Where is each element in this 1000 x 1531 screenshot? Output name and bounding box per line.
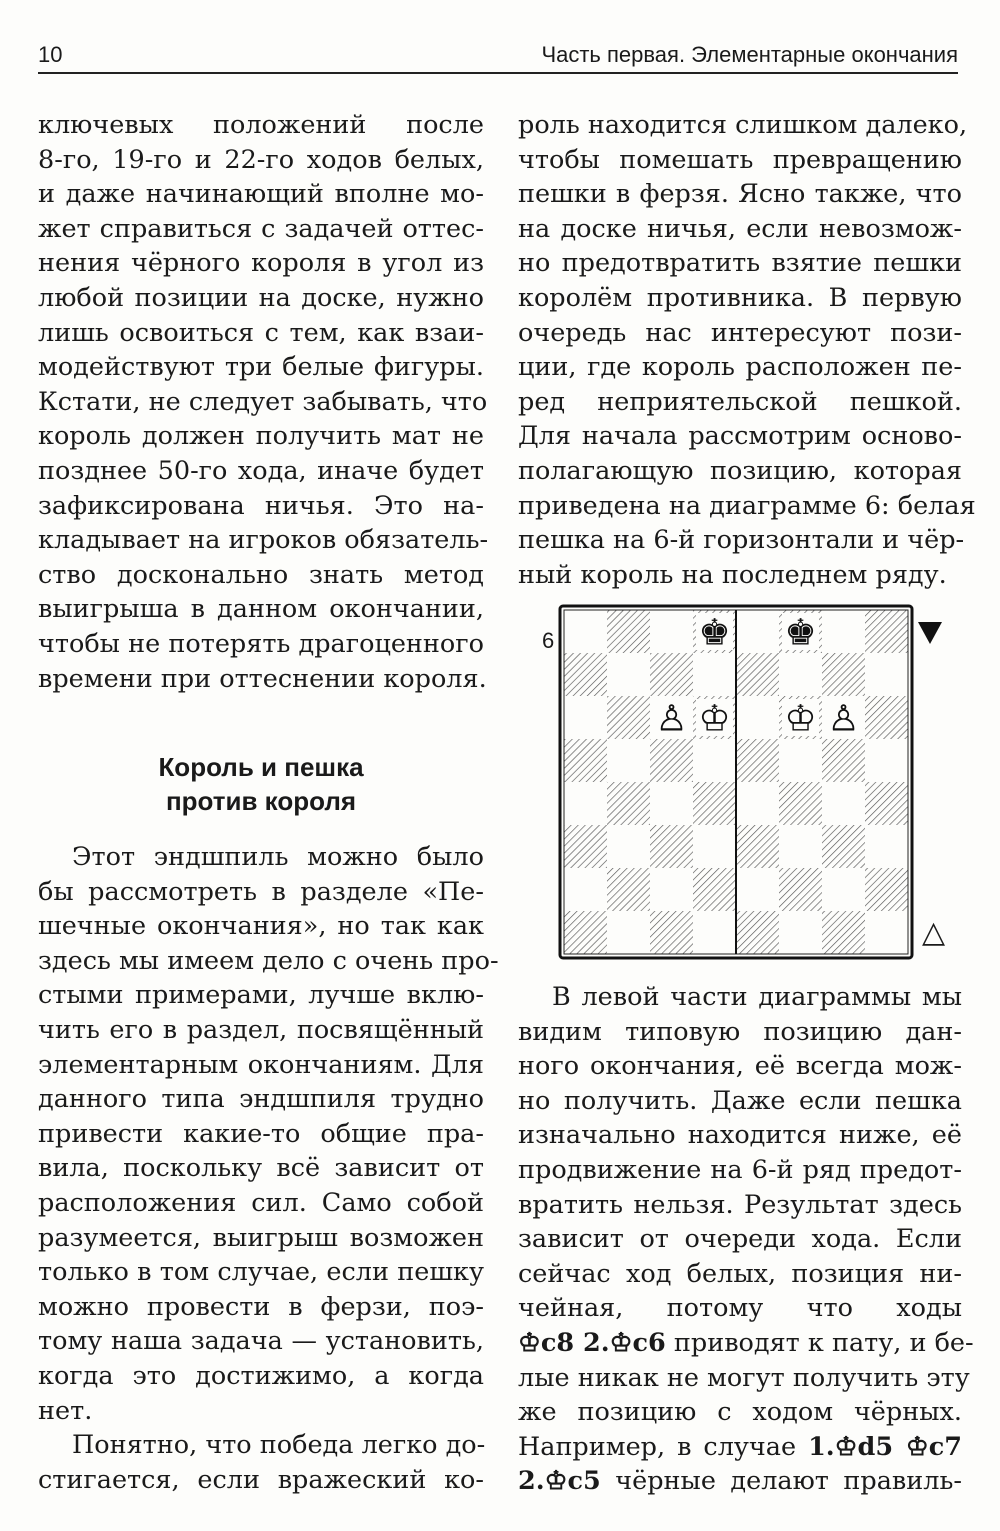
text-line: только в том случае, если пешку xyxy=(38,1257,484,1288)
text-line: позднее 50-го хода, иначе будет xyxy=(38,455,484,486)
text-line: 8-го, 19-го и 22-го ходов белых, xyxy=(38,144,484,175)
light-square xyxy=(650,782,693,825)
dark-square xyxy=(607,610,650,653)
dark-square xyxy=(736,825,779,868)
text-line: привести какие-то общие пра- xyxy=(38,1118,484,1149)
text-line: В левой части диаграммы мы xyxy=(552,982,962,1012)
dark-square xyxy=(822,653,865,696)
dark-square xyxy=(865,782,908,825)
light-square xyxy=(736,782,779,825)
dark-square xyxy=(650,739,693,782)
text-line: можно провести в ферзи, поэ- xyxy=(38,1291,484,1322)
dark-square xyxy=(822,911,865,954)
text-line: продвижение на 6-й ряд предот- xyxy=(518,1154,962,1185)
chess-board xyxy=(520,600,960,960)
text-line: ключевых положений после xyxy=(38,110,484,140)
light-square xyxy=(865,739,908,782)
text-fragment: приводят к пату, и бе- xyxy=(673,1327,974,1358)
text-line: модействуют три белые фигуры. xyxy=(38,352,484,383)
text-fragment: же позицию с ходом чёрных. xyxy=(518,1397,962,1428)
light-square xyxy=(607,653,650,696)
text-line: изначально находится ниже, её xyxy=(518,1120,962,1151)
text-line: разумеется, выигрыш возможен xyxy=(38,1222,484,1253)
text-line: но получить. Даже если пешка xyxy=(518,1085,962,1116)
text-line: ный король на последнем ряду. xyxy=(518,559,947,590)
text-line: выигрыша в данном окончании, xyxy=(38,594,484,625)
move-notation: 1.♔d5 ♔c7 xyxy=(808,1431,962,1462)
text-line: зависит от очереди хода. Если xyxy=(518,1224,962,1255)
light-square xyxy=(564,868,607,911)
dark-square xyxy=(736,653,779,696)
text-line: Для начала рассмотрим осново- xyxy=(518,421,962,452)
text-fragment: чёрные делают правиль- xyxy=(615,1466,962,1497)
white-triangle-icon: △ xyxy=(922,915,946,950)
dark-square xyxy=(564,911,607,954)
light-square xyxy=(822,868,865,911)
dark-square xyxy=(607,696,650,739)
diagram-number: 6 xyxy=(542,628,555,653)
black-king-icon: ♚ xyxy=(784,612,817,654)
light-square xyxy=(736,868,779,911)
right-column-top xyxy=(518,108,976,592)
dark-square xyxy=(650,911,693,954)
text-line: и даже начинающий вполне мо- xyxy=(38,179,484,210)
dark-square xyxy=(564,825,607,868)
dark-square xyxy=(693,868,736,911)
light-square xyxy=(736,696,779,739)
text-line: вратить нельзя. Результат здесь xyxy=(518,1189,962,1220)
dark-square xyxy=(736,739,779,782)
text-line: данного типа эндшпиля трудно xyxy=(38,1084,484,1115)
dark-square xyxy=(693,782,736,825)
text-fragment: Например, в случае xyxy=(518,1431,797,1462)
light-square xyxy=(779,739,822,782)
text-line: Кстати, не следует забывать, что xyxy=(38,386,488,417)
text-line: приведена на диаграмме 6: белая xyxy=(518,490,976,521)
text-line: шечные окончания», но так как xyxy=(38,911,484,942)
dark-square xyxy=(607,868,650,911)
text-line xyxy=(518,1326,974,1361)
text-line: очередь нас интересуют пози- xyxy=(518,317,962,348)
text-line: вила, поскольку всё зависит от xyxy=(38,1153,484,1184)
text-line: чейная, потому что ходы xyxy=(518,1293,962,1324)
move-notation: 2.♔c5 xyxy=(518,1466,601,1497)
light-square xyxy=(779,653,822,696)
light-square xyxy=(693,911,736,954)
text-line: тому наша задача — установить, xyxy=(38,1326,484,1357)
light-square xyxy=(736,610,779,653)
light-square xyxy=(865,653,908,696)
text-line: полагающую позицию, которая xyxy=(518,455,962,486)
text-line: любой позиции на доске, нужно xyxy=(38,282,484,313)
text-line: зафиксирована ничья. Это на- xyxy=(38,490,484,521)
text-line: ред неприятельской пешкой. xyxy=(518,386,962,417)
light-square xyxy=(822,782,865,825)
light-square xyxy=(564,782,607,825)
text-line: кладывает на игроков обязатель- xyxy=(38,525,489,556)
text-line: но предотвратить взятие пешки xyxy=(518,248,962,279)
text-line: чтобы помешать превращению xyxy=(518,144,962,175)
black-triangle-icon xyxy=(918,622,942,644)
text-line: королём противника. В первую xyxy=(518,282,962,313)
section-heading-line-2: против короля xyxy=(165,786,357,816)
dark-square xyxy=(822,739,865,782)
page-number: 10 xyxy=(38,42,63,67)
light-square xyxy=(650,610,693,653)
text-line: чить его в раздел, посвящённый xyxy=(38,1014,484,1045)
text-line: король должен получить мат не xyxy=(38,421,484,452)
light-square xyxy=(607,825,650,868)
white-pawn-icon: ♙ xyxy=(655,698,688,740)
light-square xyxy=(693,739,736,782)
text-line: ции, где король расположен пе- xyxy=(518,352,962,383)
dark-square xyxy=(779,782,822,825)
dark-square xyxy=(564,739,607,782)
light-square xyxy=(865,825,908,868)
text-line: нет. xyxy=(38,1395,93,1426)
text-line: сейчас ход белых, позиция ни- xyxy=(518,1258,962,1289)
light-square xyxy=(693,825,736,868)
light-square xyxy=(607,911,650,954)
text-line xyxy=(518,1361,970,1396)
dark-square xyxy=(650,653,693,696)
light-square xyxy=(779,825,822,868)
dark-square xyxy=(736,911,779,954)
text-line: пешка на 6-й горизонтали и чёр- xyxy=(518,525,965,556)
text-line: пешки в ферзя. Ясно также, что xyxy=(518,179,962,210)
chess-diagram xyxy=(520,600,960,960)
white-king-icon: ♔ xyxy=(698,698,731,740)
text-line: времени при оттеснении короля. xyxy=(38,663,487,694)
text-line: элементарным окончаниям. Для xyxy=(38,1049,484,1080)
text-line: нения чёрного короля в угол из xyxy=(38,248,484,279)
light-square xyxy=(822,610,865,653)
dark-square xyxy=(607,782,650,825)
dark-square xyxy=(822,825,865,868)
dark-square xyxy=(865,868,908,911)
light-square xyxy=(650,868,693,911)
text-line: лишь освоиться с тем, как взаи- xyxy=(38,317,484,348)
dark-square xyxy=(650,825,693,868)
text-line: расположения сил. Само собой xyxy=(38,1187,484,1218)
dark-square xyxy=(779,868,822,911)
text-line: ство досконально знать метод xyxy=(38,559,484,590)
left-column-top xyxy=(38,108,489,696)
text-line: на доске ничья, если невозмож- xyxy=(518,213,962,244)
dark-square xyxy=(865,610,908,653)
white-king-icon: ♔ xyxy=(784,698,817,740)
dark-square xyxy=(865,696,908,739)
left-column-bottom xyxy=(38,840,499,1497)
text-line: видим типовую позицию дан- xyxy=(518,1016,962,1047)
light-square xyxy=(779,911,822,954)
light-square xyxy=(564,610,607,653)
text-line: здесь мы имеем дело с очень про- xyxy=(38,945,499,976)
light-square xyxy=(564,696,607,739)
text-line xyxy=(518,1395,962,1430)
section-heading xyxy=(38,750,484,818)
text-line: когда это достижимо, а когда xyxy=(38,1360,484,1391)
text-line: ного окончания, её всегда мож- xyxy=(518,1051,962,1082)
text-fragment: лые никак не могут получить эту xyxy=(518,1362,970,1393)
black-king-icon: ♚ xyxy=(698,612,731,654)
text-line: бы рассмотреть в разделе «Пе- xyxy=(38,876,484,907)
chapter-title: Часть первая. Элементарные окончания xyxy=(541,42,958,67)
dark-square xyxy=(564,653,607,696)
light-square xyxy=(607,739,650,782)
text-line: роль находится слишком далеко, xyxy=(518,110,968,140)
move-notation: ♔c8 2.♔c6 xyxy=(518,1327,666,1358)
text-line: Этот эндшпиль можно было xyxy=(72,842,484,872)
text-line: стыми примерами, лучше вклю- xyxy=(38,980,484,1011)
section-heading-line-1: Король и пешка xyxy=(158,752,364,782)
text-line: Понятно, что победа легко до- xyxy=(72,1430,486,1461)
light-square xyxy=(865,911,908,954)
text-line: чтобы не потерять драгоценного xyxy=(38,628,484,659)
text-line xyxy=(518,1430,962,1465)
text-line: жет справиться с задачей оттес- xyxy=(38,213,484,244)
text-line: стигается, если вражеский ко- xyxy=(38,1464,484,1495)
light-square xyxy=(693,653,736,696)
white-pawn-icon: ♙ xyxy=(827,698,860,740)
right-column-bottom xyxy=(518,980,974,1499)
page-header xyxy=(38,38,958,74)
text-line xyxy=(518,1464,962,1499)
